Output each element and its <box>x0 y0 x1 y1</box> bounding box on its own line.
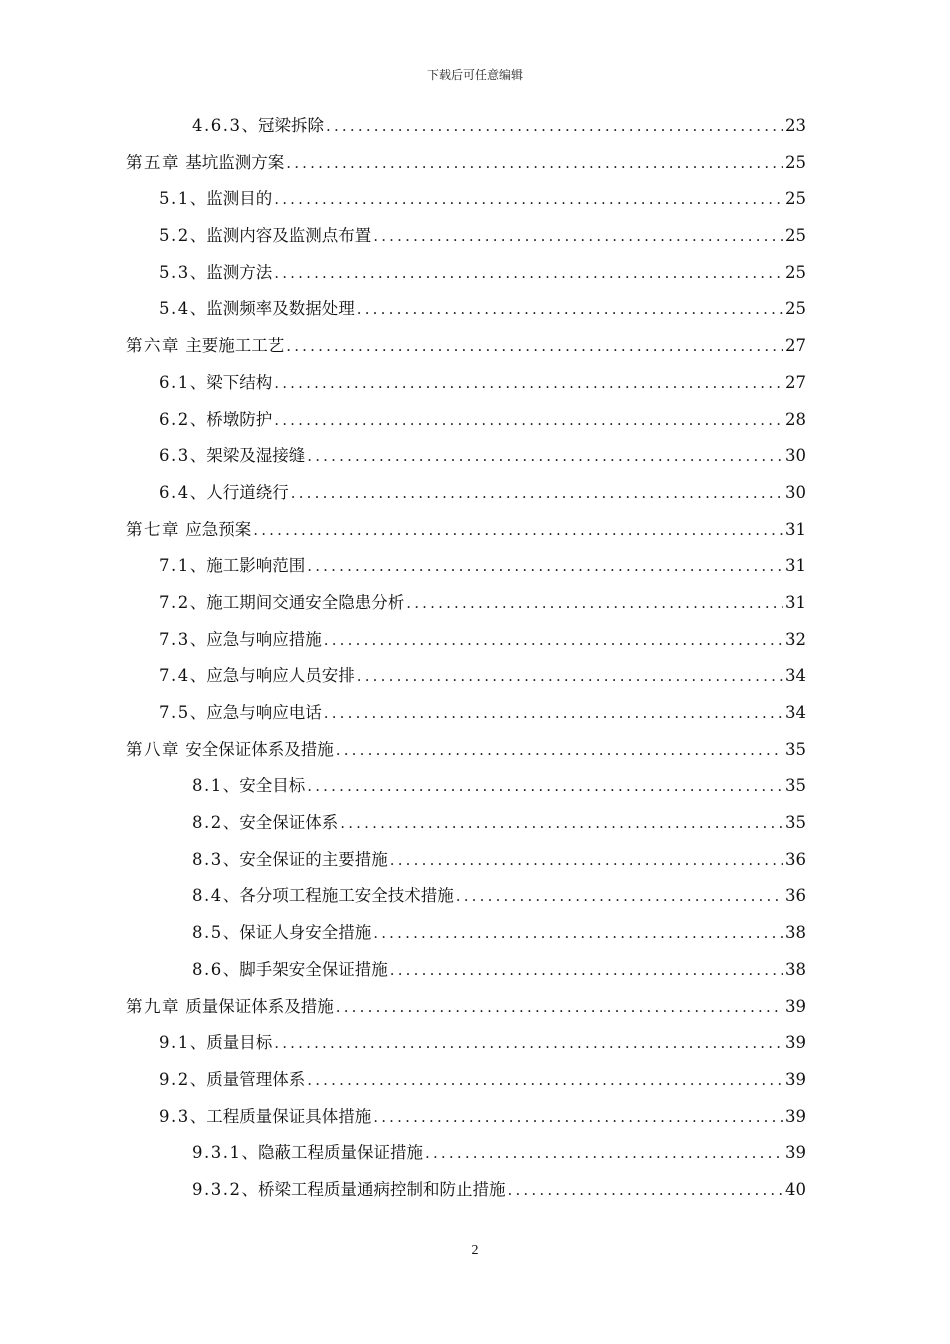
toc-entry[interactable] <box>0 915 950 952</box>
toc-entry-page: 40 <box>785 1179 806 1199</box>
toc-entry-page: 30 <box>785 446 806 466</box>
toc-entry[interactable] <box>0 695 950 732</box>
toc-entry-line <box>192 114 806 138</box>
toc-entry[interactable] <box>0 1135 950 1172</box>
toc-entry-title: 桥墩防护 <box>206 409 273 429</box>
toc-entry-separator: 、 <box>189 629 207 649</box>
toc-dot-leader <box>274 261 783 285</box>
toc-entry-number: 8.1 <box>192 776 223 796</box>
toc-entry-title: 人行道绕行 <box>206 482 289 502</box>
toc-entry-line <box>159 187 806 211</box>
toc-entry-title: 监测内容及监测点布置 <box>206 226 372 246</box>
toc-entry-separator: 、 <box>189 299 207 319</box>
toc-entry-separator: 、 <box>241 1179 258 1199</box>
toc-dot-leader <box>286 334 783 358</box>
toc-entry-number: 6.1 <box>159 372 190 392</box>
toc-entry[interactable] <box>0 805 950 842</box>
toc-dot-leader <box>274 187 783 211</box>
toc-entry-title: 质量管理体系 <box>206 1069 306 1089</box>
toc-entry-page: 38 <box>785 923 806 943</box>
toc-entry[interactable] <box>0 145 950 182</box>
toc-entry[interactable] <box>0 475 950 512</box>
toc-entry-page: 25 <box>785 299 806 319</box>
toc-entry-line <box>159 408 806 432</box>
toc-entry-line <box>159 297 806 321</box>
toc-entry-separator: 、 <box>222 776 240 796</box>
toc-entry-separator: 、 <box>189 226 207 246</box>
toc-entry-number: 7.4 <box>159 666 190 686</box>
page-header: 下载后可任意编辑 <box>426 68 523 82</box>
toc-entry-number: 6.4 <box>159 482 190 502</box>
toc-dot-leader <box>307 444 783 468</box>
toc-entry[interactable] <box>0 842 950 879</box>
toc-entry-number: 第六章 <box>126 336 180 356</box>
toc-entry-page: 36 <box>785 886 806 906</box>
toc-entry-number: 7.3 <box>159 629 190 649</box>
table-of-contents <box>0 108 950 1209</box>
toc-entry-separator: 、 <box>222 923 240 943</box>
toc-entry-page: 36 <box>785 849 806 869</box>
toc-entry[interactable] <box>0 402 950 439</box>
toc-entry-number: 9.3.2 <box>192 1179 242 1199</box>
toc-entry-line <box>159 591 806 615</box>
toc-entry[interactable] <box>0 878 950 915</box>
toc-entry-line <box>192 921 806 945</box>
toc-dot-leader <box>373 921 783 945</box>
toc-entry-separator: 、 <box>189 189 207 209</box>
toc-entry-number: 8.6 <box>192 959 223 979</box>
toc-entry[interactable] <box>0 1025 950 1062</box>
toc-entry-number: 第五章 <box>126 152 180 172</box>
toc-entry-page: 30 <box>785 482 806 502</box>
toc-entry[interactable] <box>0 989 950 1026</box>
toc-entry-line <box>192 958 806 982</box>
toc-entry-title: 施工影响范围 <box>206 556 306 576</box>
toc-entry[interactable] <box>0 291 950 328</box>
toc-entry-title: 安全保证体系 <box>239 813 339 833</box>
toc-entry-page: 35 <box>785 739 806 759</box>
toc-entry-number: 9.3 <box>159 1106 190 1126</box>
toc-entry-line <box>126 995 806 1019</box>
toc-entry[interactable] <box>0 328 950 365</box>
toc-dot-leader <box>253 518 783 542</box>
toc-dot-leader <box>373 1105 783 1129</box>
toc-entry[interactable] <box>0 622 950 659</box>
toc-entry-number: 第七章 <box>126 519 180 539</box>
toc-entry[interactable] <box>0 108 950 145</box>
toc-entry-line <box>192 811 806 835</box>
toc-entry-page: 27 <box>785 372 806 392</box>
toc-entry-line <box>192 1178 806 1202</box>
toc-dot-leader <box>324 628 783 652</box>
toc-entry-title: 应急预案 <box>185 519 252 539</box>
toc-entry[interactable] <box>0 585 950 622</box>
toc-dot-leader <box>373 224 783 248</box>
toc-entry-number: 7.2 <box>159 592 190 612</box>
toc-entry-title: 桥梁工程质量通病控制和防止措施 <box>257 1179 506 1199</box>
toc-entry-number: 5.3 <box>159 262 190 282</box>
toc-entry-title: 应急与响应措施 <box>206 629 322 649</box>
toc-entry-separator: 、 <box>222 959 240 979</box>
toc-entry-number: 5.1 <box>159 189 190 209</box>
toc-entry-title: 脚手架安全保证措施 <box>239 959 388 979</box>
toc-dot-leader <box>425 1141 783 1165</box>
toc-entry-line <box>159 1105 806 1129</box>
toc-entry-separator: 、 <box>222 849 240 869</box>
toc-entry-page: 35 <box>785 813 806 833</box>
toc-dot-leader <box>291 481 783 505</box>
toc-dot-leader <box>274 408 783 432</box>
toc-entry-page: 39 <box>785 1033 806 1053</box>
toc-dot-leader <box>274 1031 783 1055</box>
toc-entry[interactable] <box>0 1062 950 1099</box>
toc-entry-title: 监测频率及数据处理 <box>206 299 355 319</box>
toc-dot-leader <box>274 371 783 395</box>
toc-dot-leader <box>390 958 783 982</box>
toc-dot-leader <box>307 554 783 578</box>
toc-entry-separator: 、 <box>189 372 207 392</box>
toc-entry-page: 39 <box>785 1143 806 1163</box>
toc-entry-page: 28 <box>785 409 806 429</box>
toc-entry-number: 5.4 <box>159 299 190 319</box>
toc-entry-number: 8.5 <box>192 923 223 943</box>
toc-dot-leader <box>307 1068 783 1092</box>
toc-entry-line <box>159 554 806 578</box>
toc-entry-page: 39 <box>785 996 806 1016</box>
toc-entry-separator: 、 <box>241 1143 258 1163</box>
toc-entry-title: 架梁及湿接缝 <box>206 446 306 466</box>
toc-entry-title: 主要施工工艺 <box>185 336 285 356</box>
toc-dot-leader <box>286 151 783 175</box>
toc-entry-number: 9.3.1 <box>192 1143 242 1163</box>
toc-entry-page: 25 <box>785 262 806 282</box>
toc-entry-separator: 、 <box>189 446 207 466</box>
toc-entry-number: 第八章 <box>126 739 180 759</box>
toc-dot-leader <box>390 848 783 872</box>
toc-entry-separator: 、 <box>189 1033 207 1053</box>
toc-entry-line <box>192 884 806 908</box>
toc-dot-leader <box>324 701 783 725</box>
toc-entry[interactable] <box>0 512 950 549</box>
toc-dot-leader <box>357 664 783 688</box>
toc-entry-line <box>159 628 806 652</box>
toc-entry-number: 8.2 <box>192 813 223 833</box>
toc-entry-line <box>192 1141 806 1165</box>
toc-entry-page: 39 <box>785 1069 806 1089</box>
toc-entry-number: 第九章 <box>126 996 180 1016</box>
toc-entry[interactable] <box>0 218 950 255</box>
toc-dot-leader <box>326 114 783 138</box>
toc-entry-number: 8.3 <box>192 849 223 869</box>
toc-entry-title: 监测目的 <box>206 189 273 209</box>
toc-entry-number: 9.2 <box>159 1069 190 1089</box>
toc-entry[interactable] <box>0 732 950 769</box>
page-number: 2 <box>471 1243 479 1258</box>
toc-entry-line <box>126 518 806 542</box>
toc-dot-leader <box>507 1178 783 1202</box>
toc-entry-separator: 、 <box>189 409 207 429</box>
toc-entry-line <box>159 481 806 505</box>
toc-entry-page: 27 <box>785 336 806 356</box>
toc-entry-line <box>192 774 806 798</box>
toc-entry-separator: 、 <box>189 262 207 282</box>
toc-entry[interactable] <box>0 181 950 218</box>
toc-entry-separator: 、 <box>189 1106 207 1126</box>
toc-entry-page: 31 <box>785 556 806 576</box>
toc-entry-number: 8.4 <box>192 886 223 906</box>
toc-entry-line <box>159 664 806 688</box>
toc-entry-number: 7.5 <box>159 703 190 722</box>
toc-dot-leader <box>456 884 783 908</box>
toc-entry-separator: 、 <box>189 556 207 576</box>
toc-entry-line <box>159 371 806 395</box>
toc-dot-leader <box>336 738 783 762</box>
toc-entry-separator: 、 <box>189 666 207 686</box>
toc-entry-number: 9.1 <box>159 1033 190 1053</box>
toc-entry-line <box>159 224 806 248</box>
toc-entry-separator: 、 <box>189 1069 207 1089</box>
toc-entry-number: 6.2 <box>159 409 190 429</box>
toc-dot-leader <box>307 774 783 798</box>
toc-entry-separator: 、 <box>222 886 240 906</box>
toc-entry-title: 应急与响应人员安排 <box>206 666 355 686</box>
toc-entry-line <box>126 738 806 762</box>
toc-entry-page: 34 <box>785 703 806 722</box>
toc-entry-page: 31 <box>785 519 806 539</box>
toc-entry-line <box>159 444 806 468</box>
toc-entry-separator: 、 <box>241 116 258 135</box>
toc-entry-page: 32 <box>785 629 806 649</box>
toc-entry-title: 应急与响应电话 <box>206 703 322 722</box>
toc-entry-page: 38 <box>785 959 806 979</box>
toc-entry-title: 监测方法 <box>206 262 273 282</box>
toc-entry-separator: 、 <box>222 813 240 833</box>
toc-entry-title: 工程质量保证具体措施 <box>206 1106 372 1126</box>
toc-entry-page: 25 <box>785 226 806 246</box>
toc-entry-page: 34 <box>785 666 806 686</box>
toc-entry-title: 质量目标 <box>206 1033 273 1053</box>
toc-entry[interactable] <box>0 952 950 989</box>
toc-entry-number: 7.1 <box>159 556 190 576</box>
toc-entry-line <box>159 701 806 725</box>
toc-entry[interactable] <box>0 1172 950 1209</box>
toc-entry-title: 安全保证的主要措施 <box>239 849 388 869</box>
toc-entry-line <box>126 334 806 358</box>
toc-entry[interactable] <box>0 438 950 475</box>
toc-entry-title: 施工期间交通安全隐患分析 <box>206 592 405 612</box>
toc-entry-title: 冠梁拆除 <box>257 116 324 135</box>
toc-entry-page: 23 <box>785 116 806 135</box>
toc-dot-leader <box>357 297 783 321</box>
toc-entry-separator: 、 <box>189 703 207 722</box>
toc-entry-page: 25 <box>785 189 806 209</box>
toc-entry-title: 梁下结构 <box>206 372 273 392</box>
toc-entry-title: 安全保证体系及措施 <box>185 739 334 759</box>
toc-entry-number: 5.2 <box>159 226 190 246</box>
toc-entry-number: 4.6.3 <box>192 116 242 135</box>
toc-entry-separator: 、 <box>189 482 207 502</box>
toc-entry[interactable] <box>0 255 950 292</box>
toc-entry-title: 保证人身安全措施 <box>239 923 372 943</box>
toc-entry-line <box>192 848 806 872</box>
toc-entry[interactable] <box>0 548 950 585</box>
toc-dot-leader <box>340 811 783 835</box>
toc-entry-page: 35 <box>785 776 806 796</box>
toc-entry[interactable] <box>0 365 950 402</box>
toc-entry[interactable] <box>0 658 950 695</box>
toc-entry-number: 6.3 <box>159 446 190 466</box>
toc-entry-title: 基坑监测方案 <box>185 152 285 172</box>
toc-entry-page: 31 <box>785 592 806 612</box>
toc-entry-line <box>159 1031 806 1055</box>
toc-dot-leader <box>336 995 783 1019</box>
toc-entry[interactable] <box>0 768 950 805</box>
toc-entry[interactable] <box>0 1099 950 1136</box>
toc-entry-title: 安全目标 <box>239 776 306 796</box>
toc-entry-title: 各分项工程施工安全技术措施 <box>239 886 454 906</box>
toc-entry-title: 质量保证体系及措施 <box>185 996 334 1016</box>
toc-dot-leader <box>406 591 783 615</box>
toc-entry-line <box>159 261 806 285</box>
toc-entry-line <box>159 1068 806 1092</box>
toc-entry-line <box>126 151 806 175</box>
toc-entry-separator: 、 <box>189 592 207 612</box>
toc-entry-title: 隐蔽工程质量保证措施 <box>257 1143 423 1163</box>
toc-entry-page: 25 <box>785 152 806 172</box>
toc-entry-page: 39 <box>785 1106 806 1126</box>
